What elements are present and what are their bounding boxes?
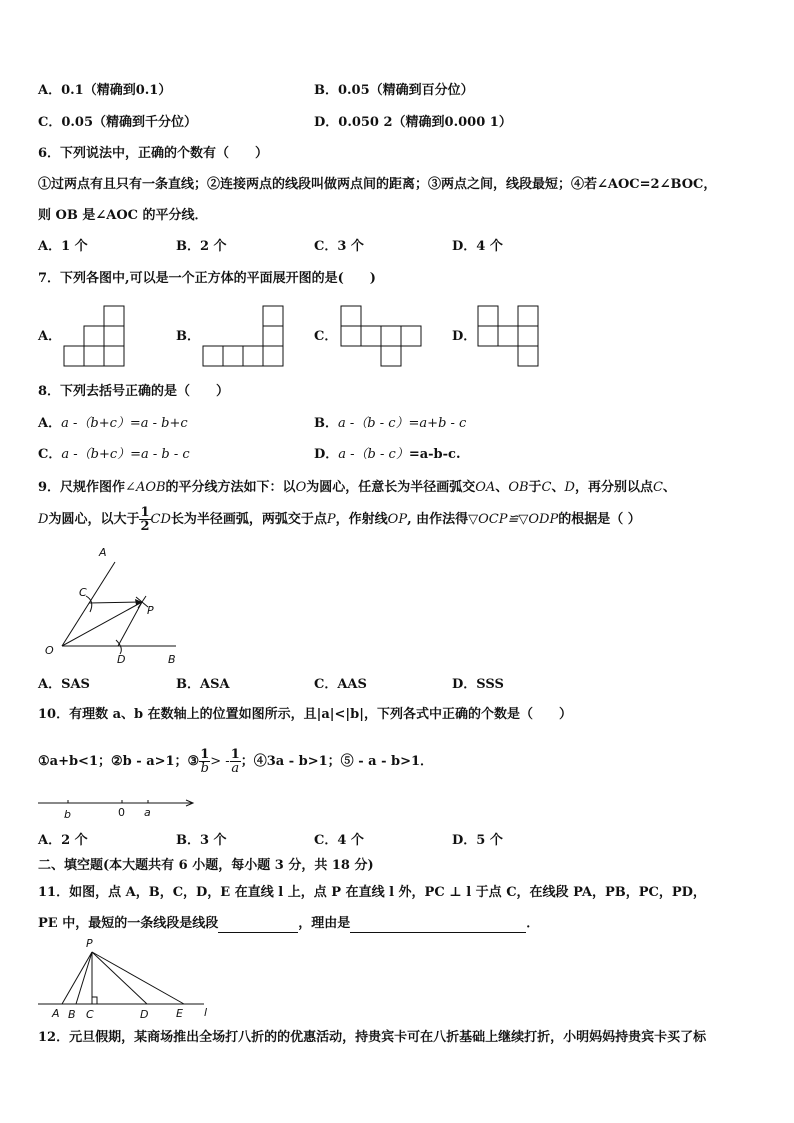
q11-fig-label-c: C <box>86 1008 94 1021</box>
q5-option-b: B．0.05（精确到百分位） <box>314 83 474 98</box>
q9-angle: ∠AOB <box>125 480 166 495</box>
q9-fig-label-o: O <box>45 644 54 657</box>
section-heading-fill-in: 二、填空题(本大题共有 6 小题，每小题 3 分，共 18 分) <box>38 858 374 873</box>
q9-congruence: ▽OCP≌▽ODP <box>468 512 559 527</box>
q8-option-d-label: D． <box>314 447 339 462</box>
q9-segment-cd: CD <box>150 512 171 527</box>
q9-point-p: P <box>326 512 336 527</box>
q11-fig-label-p: P <box>86 937 93 950</box>
q5-option-d: D．0.050 2（精确到0.000 1） <box>314 115 512 130</box>
q9-fig-label-c: C <box>79 586 87 599</box>
q9-point-c: C <box>652 480 663 495</box>
q9-text: 为圆心，以大于 <box>48 512 140 527</box>
q9-ray-op: OP <box>387 512 408 527</box>
fraction-denominator: b <box>200 761 209 776</box>
q9-option-a: A．SAS <box>38 677 90 692</box>
q9-fig-label-p: P <box>147 604 154 617</box>
q10-text: ；④3a - b>1；⑤ - a - b>1． <box>240 754 434 769</box>
q8-option-c-label: C． <box>38 447 62 462</box>
q9-fig-label-a: A <box>99 546 107 559</box>
q8-option-d-expr: a -（b - c） <box>338 447 409 462</box>
q7-label-c: C． <box>314 329 338 344</box>
q11-fig-label-e: E <box>176 1007 183 1020</box>
q10-option-c: C．4 个 <box>314 833 364 848</box>
q9-fig-label-b: B <box>168 653 176 666</box>
q8-option-d-tail: =a-b-c. <box>408 447 461 462</box>
q9-text: 于 <box>528 480 542 495</box>
q11-fig-label-l: l <box>204 1006 208 1019</box>
q11-text: ，理由是 <box>298 916 351 931</box>
q9-text: , 由作法得 <box>407 512 469 527</box>
q10-option-d: D．5 个 <box>452 833 503 848</box>
fraction-numerator: 1 <box>200 747 210 762</box>
q6-stem: 6．下列说法中，正确的个数有（ ） <box>38 146 269 161</box>
q8-option-b-label: B． <box>314 416 338 431</box>
q9-point-o: O <box>295 480 307 495</box>
q6-statements-line2: 则 OB 是∠AOC 的平分线． <box>38 208 208 223</box>
fraction-numerator: 1 <box>230 747 240 762</box>
q9-text: 、 <box>551 480 565 495</box>
q6-option-c: C．3 个 <box>314 239 364 254</box>
q9-point-c: C <box>541 480 552 495</box>
q8-stem: 8．下列去括号正确的是（ ） <box>38 384 230 399</box>
q5-option-a: A．0.1（精确到0.1） <box>38 83 172 98</box>
fraction-denominator: 2 <box>140 519 150 534</box>
q10-axis-label-b: b <box>64 808 71 821</box>
q8-option-a-expr: a -（b+c）=a - b+c <box>61 416 188 431</box>
q9-option-c: C．AAS <box>314 677 367 692</box>
q9-text: ，再分别以点 <box>574 480 653 495</box>
q6-option-b: B．2 个 <box>176 239 227 254</box>
q10-text: > - <box>210 754 230 769</box>
q9-option-b: B．ASA <box>176 677 230 692</box>
q9-text: 的平分线方法如下：以 <box>165 480 296 495</box>
q6-statements-line1: ①过两点有且只有一条直线；②连接两点的线段叫做两点间的距离；③两点之间，线段最短；④若∠AOC=2∠BOC， <box>38 177 717 192</box>
q11-text: PE 中，最短的一条线段是线段 <box>38 916 219 931</box>
q7-label-a: A． <box>38 329 62 344</box>
q11-text: ． <box>526 916 540 931</box>
q9-text: 、 <box>662 480 676 495</box>
q9-ray-ob: OB <box>508 480 529 495</box>
fraction-numerator: 1 <box>140 505 150 520</box>
q11-stem-line1: 11．如图，点 A，B，C，D，E 在直线 l 上，点 P 在直线 l 外，PC ⊥ l 于点 C，在线段 PA，PB，PC，PD， <box>38 885 706 900</box>
q7-label-b: B． <box>176 329 200 344</box>
q8-option-a-label: A． <box>38 416 62 431</box>
q11-fig-label-b: B <box>68 1008 76 1021</box>
q9-option-d: D．SSS <box>452 677 504 692</box>
q9-text: 长为半径画弧，两弧交于点 <box>170 512 327 527</box>
q7-stem: 7．下列各图中,可以是一个正方体的平面展开图的是( ) <box>38 271 376 286</box>
q11-fig-label-d: D <box>140 1008 149 1021</box>
q10-stem: 10．有理数 a、b 在数轴上的位置如图所示，且|a|<|b|，下列各式中正确的个数是（ ） <box>38 707 572 722</box>
q7-label-d: D． <box>452 329 477 344</box>
q11-fig-label-a: A <box>52 1007 60 1020</box>
q10-text: ①a+b<1；②b - a>1；③ <box>38 754 200 769</box>
q8-option-b-expr: a -（b - c）=a+b - c <box>338 416 467 431</box>
q9-point-d: D <box>38 512 49 527</box>
q9-text: 的根据是（ ） <box>558 512 641 527</box>
q9-fig-label-d: D <box>117 653 126 666</box>
q9-text: 为圆心，任意长为半径画弧交 <box>306 480 476 495</box>
q10-axis-label-a: a <box>144 806 151 819</box>
q10-axis-label-zero: 0 <box>118 806 125 819</box>
q9-ray-oa: OA <box>475 480 496 495</box>
q9-text: 、 <box>495 480 509 495</box>
q6-option-d: D．4 个 <box>452 239 503 254</box>
q6-option-a: A．1 个 <box>38 239 88 254</box>
q9-text: ，作射线 <box>335 512 388 527</box>
q5-option-c: C．0.05（精确到千分位） <box>38 115 198 130</box>
q10-option-a: A．2 个 <box>38 833 88 848</box>
q9-point-d: D <box>564 480 575 495</box>
q10-option-b: B．3 个 <box>176 833 227 848</box>
q12-stem-line1: 12．元旦假期，某商场推出全场打八折的的优惠活动，持贵宾卡可在八折基础上继续打折，小明妈妈持贵宾卡买了标 <box>38 1030 707 1045</box>
q9-text: 9．尺规作图作 <box>38 480 126 495</box>
q8-option-c-expr: a -（b+c）=a - b - c <box>61 447 190 462</box>
fraction-denominator: a <box>231 761 240 776</box>
